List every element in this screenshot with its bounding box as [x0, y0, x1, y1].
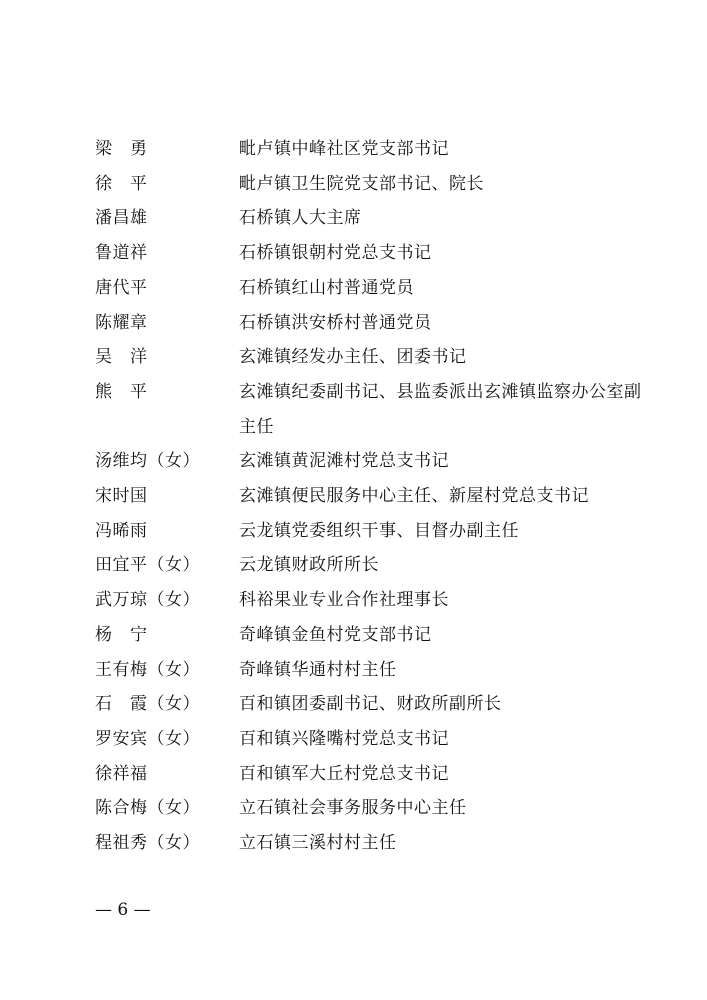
list-item [95, 340, 655, 375]
member-title: 玄滩镇黄泥滩村党总支书记 [239, 451, 449, 472]
member-title: 云龙镇财政所所长 [239, 555, 379, 576]
member-title: 云龙镇党委组织干事、目督办副主任 [239, 520, 519, 541]
member-name: 熊 平 [95, 381, 148, 402]
list-item [95, 479, 655, 514]
list-item [95, 583, 655, 618]
member-name: 吴 洋 [95, 347, 148, 368]
member-name: 罗安宾（女） [95, 728, 200, 749]
member-name: 徐 平 [95, 173, 148, 194]
member-name: 田宜平（女） [95, 555, 200, 576]
list-item [95, 722, 655, 757]
member-name: 武万琼（女） [95, 590, 200, 611]
list-item [95, 375, 655, 444]
member-title: 立石镇社会事务服务中心主任 [239, 798, 467, 819]
member-title: 石桥镇洪安桥村普通党员 [239, 312, 432, 333]
list-item [95, 791, 655, 826]
member-title: 玄滩镇便民服务中心主任、新屋村党总支书记 [239, 486, 589, 507]
member-name: 鲁道祥 [95, 243, 148, 264]
member-name: 陈合梅（女） [95, 798, 200, 819]
member-title: 毗卢镇中峰社区党支部书记 [239, 139, 449, 159]
list-item [95, 167, 655, 202]
member-title: 玄滩镇经发办主任、团委书记 [239, 347, 467, 368]
member-name: 杨 宁 [95, 624, 148, 645]
member-title: 石桥镇红山村普通党员 [239, 277, 414, 298]
member-title: 奇峰镇金鱼村党支部书记 [239, 624, 432, 645]
list-item [95, 653, 655, 688]
member-name: 宋时国 [95, 486, 148, 507]
member-name: 徐祥福 [95, 763, 148, 784]
member-title: 科裕果业专业合作社理事长 [239, 590, 449, 611]
list-item [95, 687, 655, 722]
member-name: 程祖秀（女） [95, 833, 200, 854]
member-name: 王有梅（女） [95, 659, 200, 680]
list-item [95, 618, 655, 653]
list-item [95, 306, 655, 341]
member-title: 立石镇三溪村村主任 [239, 833, 397, 854]
list-item [95, 826, 655, 861]
member-list [95, 132, 655, 861]
member-name: 冯晞雨 [95, 520, 148, 541]
page-number: — 6 — [95, 900, 151, 920]
member-name: 陈耀章 [95, 312, 148, 333]
member-title: 玄滩镇纪委副书记、县监委派出玄滩镇监察办公室副主任 [239, 381, 642, 437]
member-title: 百和镇兴隆嘴村党总支书记 [239, 728, 449, 749]
member-name: 汤维均（女） [95, 451, 200, 472]
list-item [95, 132, 655, 167]
list-item [95, 271, 655, 306]
member-title: 奇峰镇华通村村主任 [239, 659, 397, 680]
list-item [95, 514, 655, 549]
list-item [95, 201, 655, 236]
list-item [95, 757, 655, 792]
member-name: 石 霞（女） [95, 694, 200, 715]
member-name: 唐代平 [95, 277, 148, 298]
list-item [95, 444, 655, 479]
list-item [95, 548, 655, 583]
member-title: 石桥镇人大主席 [239, 208, 362, 229]
member-title: 百和镇军大丘村党总支书记 [239, 763, 449, 784]
list-item [95, 236, 655, 271]
member-name: 潘昌雄 [95, 208, 148, 229]
member-title: 毗卢镇卫生院党支部书记、院长 [239, 173, 484, 194]
member-title: 石桥镇银朝村党总支书记 [239, 243, 432, 264]
member-title: 百和镇团委副书记、财政所副所长 [239, 694, 502, 715]
member-name: 梁 勇 [95, 139, 148, 159]
